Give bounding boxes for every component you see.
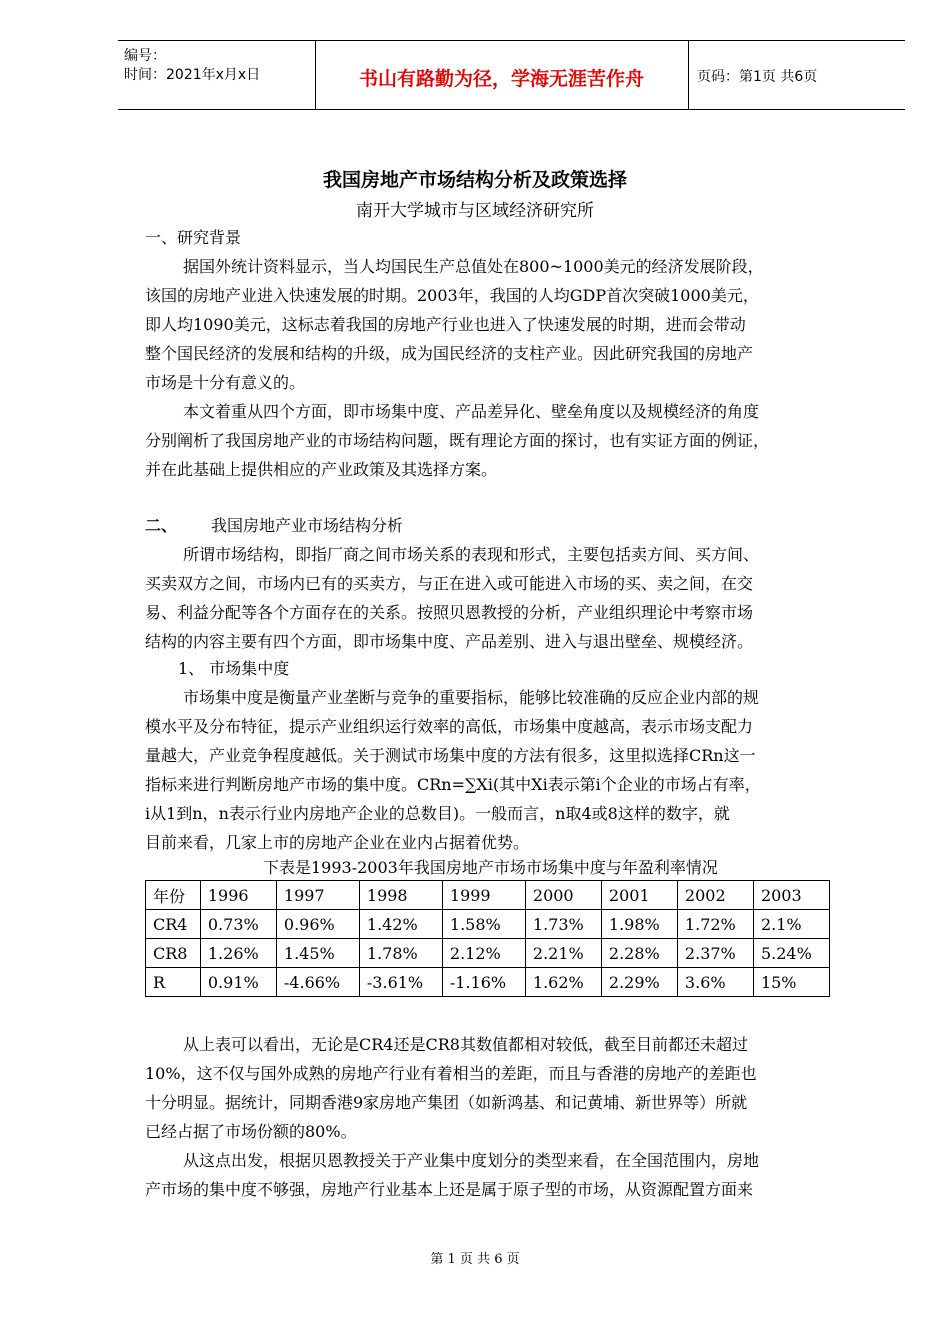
header-motto-cell: [315, 41, 689, 109]
paragraph-line: 即人均1090美元，这标志着我国的房地产行业也进入了快速发展的时期，进而会带动: [145, 315, 746, 334]
paragraph-line: 指标来进行判断房地产市场的集中度。CRn=∑Xi(其中Xi表示第i个企业的市场占有率，: [145, 775, 761, 794]
table-cell: 2.1%: [753, 910, 829, 939]
section-number-2: 二、: [145, 516, 178, 535]
paragraph-line: 据国外统计资料显示，当人均国民生产总值处在800~1000美元的经济发展阶段，: [183, 257, 764, 276]
table-header-row: [146, 881, 830, 910]
table-cell: 1.78%: [359, 939, 442, 968]
paragraph-line: i从1到n，n表示行业内房地产企业的总数目)。一般而言，n取4或8这样的数字，就: [145, 804, 730, 823]
paragraph-line: 10%，这不仅与国外成熟的房地产行业有着相当的差距，而且与香港的房地产的差距也: [145, 1064, 757, 1083]
table-cell: 3.6%: [677, 968, 753, 997]
table-row: [146, 939, 830, 968]
table-header-cell: 2003: [753, 881, 829, 910]
table-cell: 0.91%: [200, 968, 276, 997]
table-cell: 2.29%: [601, 968, 677, 997]
paragraph-line: 从这点出发，根据贝恩教授关于产业集中度划分的类型来看，在全国范围内，房地: [183, 1151, 760, 1170]
header-page-info: 页码：第1页 共6页: [697, 69, 818, 85]
table-row: [146, 910, 830, 939]
table-header-cell: 1998: [359, 881, 442, 910]
concentration-table: [145, 880, 830, 997]
paragraph-line: 结构的内容主要有四个方面，即市场集中度、产品差别、进入与退出壁垒、规模经济。: [145, 632, 754, 651]
paragraph-line: 十分明显。据统计，同期香港9家房地产集团（如新鸿基、和记黄埔、新世界等）所就: [145, 1093, 748, 1112]
subsection-heading: 1、 市场集中度: [178, 659, 290, 678]
table-cell: 0.96%: [276, 910, 359, 939]
paragraph-line: 量越大，产业竞争程度越低。关于测试市场集中度的方法有很多，这里拟选择CRn这一: [145, 746, 756, 765]
table-header-cell: 1999: [442, 881, 525, 910]
paragraph-line: 并在此基础上提供相应的产业政策及其选择方案。: [145, 460, 498, 479]
table-header-cell: 1997: [276, 881, 359, 910]
paragraph-line: 目前来看，几家上市的房地产企业在业内占据着优势。: [145, 833, 530, 852]
table-cell: 1.73%: [525, 910, 601, 939]
table-cell: 2.37%: [677, 939, 753, 968]
table-cell: -4.66%: [276, 968, 359, 997]
table-header-cell: 1996: [200, 881, 276, 910]
table-cell: 1.45%: [276, 939, 359, 968]
page-footer: 第 1 页 共 6 页: [430, 1252, 520, 1267]
document-date: 时间：2021年x月x日: [124, 67, 261, 83]
section-heading-2: 我国房地产业市场结构分析: [211, 516, 404, 535]
paragraph-line: 分别阐析了我国房地产业的市场结构问题，既有理论方面的探讨，也有实证方面的例证，: [145, 431, 770, 450]
motto: 书山有路勤为径，学海无涯苦作舟: [358, 68, 644, 90]
table-cell: 1.62%: [525, 968, 601, 997]
table-cell: CR4: [146, 910, 201, 939]
table-cell: R: [146, 968, 201, 997]
paragraph-line: 产市场的集中度不够强，房地产行业基本上还是属于原子型的市场，从资源配置方面来: [145, 1180, 754, 1199]
document-number: 编号：: [124, 48, 166, 64]
table-header-cell: 年份: [146, 881, 201, 910]
table-cell: 1.42%: [359, 910, 442, 939]
paragraph-line: 整个国民经济的发展和结构的升级，成为国民经济的支柱产业。因此研究我国的房地产: [145, 344, 754, 363]
document-author: 南开大学城市与区域经济研究所: [356, 201, 594, 221]
table-cell: 1.26%: [200, 939, 276, 968]
document-title: 我国房地产市场结构分析及政策选择: [322, 169, 627, 191]
table-cell: 5.24%: [753, 939, 829, 968]
paragraph-line: 模水平及分布特征，提示产业组织运行效率的高低，市场集中度越高，表示市场支配力: [145, 717, 754, 736]
paragraph-line: 已经占据了市场份额的80%。: [145, 1122, 357, 1141]
page-header: [118, 40, 905, 110]
table-cell: 1.58%: [442, 910, 525, 939]
table-cell: -3.61%: [359, 968, 442, 997]
table-cell: 2.21%: [525, 939, 601, 968]
paragraph-line: 市场集中度是衡量产业垄断与竞争的重要指标，能够比较准确的反应企业内部的规: [183, 688, 760, 707]
paragraph-line: 本文着重从四个方面，即市场集中度、产品差异化、壁垒角度以及规模经济的角度: [183, 402, 760, 421]
paragraph-line: 所谓市场结构，即指厂商之间市场关系的表现和形式，主要包括卖方间、买方间、: [183, 545, 760, 564]
paragraph-line: 买卖双方之间，市场内已有的买卖方，与正在进入或可能进入市场的买、卖之间，在交: [145, 574, 754, 593]
section-heading-1: 一、研究背景: [145, 228, 242, 247]
table-caption: 下表是1993-2003年我国房地产市场市场集中度与年盈利率情况: [263, 858, 718, 877]
paragraph-line: 市场是十分有意义的。: [145, 373, 306, 392]
table-cell: 15%: [753, 968, 829, 997]
header-info-cell: [118, 41, 316, 109]
paragraph-line: 从上表可以看出，无论是CR4还是CR8其数值都相对较低，截至目前都还未超过: [183, 1035, 748, 1054]
table-cell: CR8: [146, 939, 201, 968]
table-cell: 0.73%: [200, 910, 276, 939]
table-cell: 1.98%: [601, 910, 677, 939]
table-header-cell: 2002: [677, 881, 753, 910]
table-cell: 2.28%: [601, 939, 677, 968]
header-page-cell: [689, 41, 905, 109]
table-header-cell: 2000: [525, 881, 601, 910]
table-cell: 2.12%: [442, 939, 525, 968]
table-row: [146, 968, 830, 997]
table-header-cell: 2001: [601, 881, 677, 910]
paragraph-line: 该国的房地产业进入快速发展的时期。2003年，我国的人均GDP首次突破1000美元，: [145, 286, 759, 305]
table-cell: -1.16%: [442, 968, 525, 997]
table-cell: 1.72%: [677, 910, 753, 939]
paragraph-line: 易、利益分配等各个方面存在的关系。按照贝恩教授的分析，产业组织理论中考察市场: [145, 603, 754, 622]
